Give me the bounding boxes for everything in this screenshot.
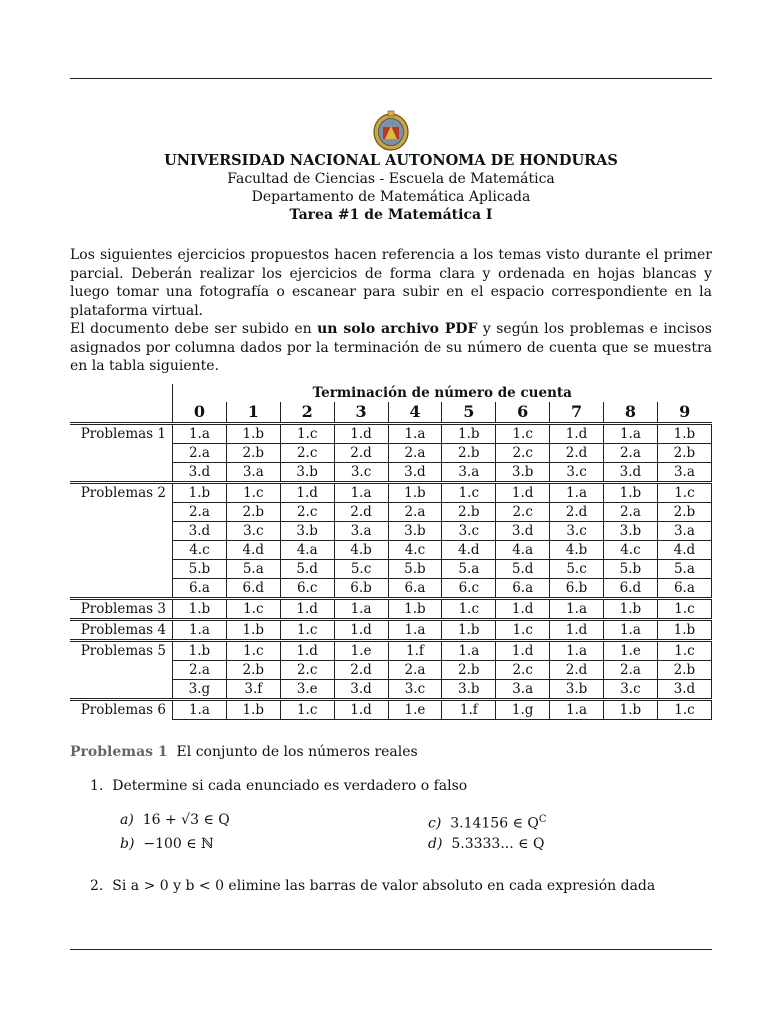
table-cell: 2.a [388, 503, 442, 522]
table-cell: 4.a [280, 541, 334, 560]
table-cell: 1.d [280, 641, 334, 661]
table-cell: 6.a [496, 579, 550, 599]
table-cell: 2.b [226, 661, 280, 680]
table-cell: 2.a [604, 444, 658, 463]
table-cell: 3.a [334, 522, 388, 541]
table-cell: 3.f [226, 680, 280, 700]
table-cell: 1.b [604, 700, 658, 720]
table-row [70, 444, 712, 463]
row-label [70, 560, 173, 579]
problem-section-heading [70, 743, 712, 761]
row-label [70, 661, 173, 680]
row-label: Problemas 6 [70, 700, 173, 720]
question-1-text: Determine si cada enunciado es verdadero o falso [112, 778, 468, 794]
table-row [70, 661, 712, 680]
table-cell: 1.d [280, 483, 334, 503]
table-cell: 1.b [226, 700, 280, 720]
table-cell: 4.b [550, 541, 604, 560]
assignment-table [70, 384, 712, 720]
table-cell: 3.c [226, 522, 280, 541]
digit-header: 8 [604, 402, 658, 424]
table-cell: 5.a [442, 560, 496, 579]
table-cell: 1.b [226, 620, 280, 641]
table-cell: 4.a [496, 541, 550, 560]
table-cell: 3.a [442, 463, 496, 483]
table-cell: 1.d [550, 424, 604, 444]
table-cell: 1.d [334, 700, 388, 720]
table-cell: 2.d [550, 503, 604, 522]
table-cell: 1.a [604, 424, 658, 444]
table-cell: 1.d [334, 424, 388, 444]
table-cell: 3.d [334, 680, 388, 700]
digit-header: 4 [388, 402, 442, 424]
table-cell: 2.a [388, 444, 442, 463]
table-cell: 6.d [226, 579, 280, 599]
table-row [70, 579, 712, 599]
sub-item-a: a) 16 + √3 ∈ Q [120, 812, 230, 828]
table-cell: 2.a [173, 444, 227, 463]
table-cell: 2.b [442, 661, 496, 680]
digit-header: 7 [550, 402, 604, 424]
table-cell: 1.b [657, 620, 711, 641]
table-cell: 1.d [496, 599, 550, 620]
document-header [70, 152, 712, 224]
table-cell: 3.c [604, 680, 658, 700]
problem-tag: Problemas 1 [70, 744, 168, 760]
faculty-name: Facultad de Ciencias - Escuela de Matemática [227, 171, 555, 187]
question-2-text: Si a > 0 y b < 0 elimine las barras de valor absoluto en cada expresión dada [112, 878, 656, 894]
table-cell: 4.c [173, 541, 227, 560]
table-cell: 3.d [604, 463, 658, 483]
row-label [70, 463, 173, 483]
table-row [70, 541, 712, 560]
table-cell: 2.a [604, 661, 658, 680]
table-cell: 3.d [388, 463, 442, 483]
table-cell: 1.d [280, 599, 334, 620]
table-cell: 2.d [334, 661, 388, 680]
table-cell: 1.a [604, 620, 658, 641]
table-cell: 1.c [280, 424, 334, 444]
table-cell: 2.d [334, 503, 388, 522]
table-cell: 3.a [657, 522, 711, 541]
table-cell: 3.c [550, 463, 604, 483]
pdf-emphasis: un solo archivo PDF [317, 321, 478, 337]
table-cell: 3.b [388, 522, 442, 541]
top-rule [70, 78, 712, 79]
bottom-rule [70, 949, 712, 950]
table-cell: 3.b [496, 463, 550, 483]
table-cell: 1.a [334, 599, 388, 620]
table-row [70, 680, 712, 700]
table-cell: 2.a [173, 661, 227, 680]
table-cell: 3.b [550, 680, 604, 700]
question-1: 1. Determine si cada enunciado es verdadero o falso [90, 778, 468, 794]
table-cell: 6.b [334, 579, 388, 599]
table-cell: 6.a [173, 579, 227, 599]
table-cell: 1.e [388, 700, 442, 720]
table-cell: 3.d [657, 680, 711, 700]
table-cell: 1.d [334, 620, 388, 641]
digit-header: 1 [226, 402, 280, 424]
table-cell: 1.c [280, 700, 334, 720]
table-cell: 1.a [173, 700, 227, 720]
table-cell: 1.d [496, 483, 550, 503]
table-row [70, 700, 712, 720]
table-cell: 1.f [388, 641, 442, 661]
table-cell: 2.c [280, 503, 334, 522]
row-label [70, 680, 173, 700]
row-label [70, 541, 173, 560]
table-cell: 1.c [496, 424, 550, 444]
table-cell: 2.b [442, 503, 496, 522]
table-cell: 1.b [226, 424, 280, 444]
table-cell: 6.c [442, 579, 496, 599]
sub-item-b: b) −100 ∈ ℕ [120, 836, 214, 852]
table-cell: 2.b [226, 444, 280, 463]
table-cell: 3.a [226, 463, 280, 483]
table-cell: 3.b [280, 522, 334, 541]
table-cell: 4.d [442, 541, 496, 560]
row-label: Problemas 4 [70, 620, 173, 641]
table-cell: 1.a [550, 700, 604, 720]
table-cell: 3.b [280, 463, 334, 483]
table-cell: 2.a [604, 503, 658, 522]
table-row [70, 560, 712, 579]
table-cell: 3.g [173, 680, 227, 700]
table-cell: 2.a [388, 661, 442, 680]
table-cell: 1.b [173, 599, 227, 620]
table-cell: 2.c [280, 661, 334, 680]
table-cell: 5.a [657, 560, 711, 579]
digits-header-row [70, 402, 712, 424]
table-cell: 1.c [226, 641, 280, 661]
digit-header: 0 [173, 402, 227, 424]
table-cell: 2.c [496, 444, 550, 463]
table-cell: 1.b [388, 599, 442, 620]
table-cell: 3.c [334, 463, 388, 483]
table-cell: 5.b [173, 560, 227, 579]
table-cell: 1.c [657, 483, 711, 503]
digit-header: 2 [280, 402, 334, 424]
table-row [70, 620, 712, 641]
table-row [70, 503, 712, 522]
table-cell: 3.a [657, 463, 711, 483]
table-cell: 1.b [604, 599, 658, 620]
table-cell: 1.c [657, 599, 711, 620]
table-cell: 2.d [550, 661, 604, 680]
digit-header: 3 [334, 402, 388, 424]
table-cell: 1.a [334, 483, 388, 503]
table-cell: 4.b [334, 541, 388, 560]
table-cell: 1.e [604, 641, 658, 661]
table-cell: 1.c [657, 641, 711, 661]
question-2: 2. Si a > 0 y b < 0 elimine las barras de valor absoluto en cada expresión dada [90, 878, 656, 894]
digit-header: 5 [442, 402, 496, 424]
table-cell: 1.a [388, 424, 442, 444]
university-name: UNIVERSIDAD NACIONAL AUTONOMA DE HONDURAS [164, 152, 618, 169]
table-cell: 1.c [226, 483, 280, 503]
table-cell: 1.f [442, 700, 496, 720]
table-row [70, 483, 712, 503]
table-cell: 3.d [496, 522, 550, 541]
row-label [70, 444, 173, 463]
table-cell: 1.b [604, 483, 658, 503]
table-cell: 1.c [657, 700, 711, 720]
table-cell: 1.c [496, 620, 550, 641]
table-cell: 2.b [657, 661, 711, 680]
sub-item-d: d) 5.3333... ∈ Q [428, 836, 545, 852]
intro-paragraph-2: El documento debe ser subido en un solo archivo PDF y según los problemas e incisos asignados por columna dados por la terminación de su número de cuenta que se muestra en la tabla siguiente. [70, 321, 712, 374]
row-label: Problemas 3 [70, 599, 173, 620]
table-cell: 3.b [604, 522, 658, 541]
table-cell: 1.a [388, 620, 442, 641]
table-cell: 1.b [173, 641, 227, 661]
table-body [70, 424, 712, 720]
table-cell: 3.c [550, 522, 604, 541]
table-cell: 5.b [388, 560, 442, 579]
table-cell: 3.e [280, 680, 334, 700]
table-cell: 2.d [334, 444, 388, 463]
table-cell: 4.c [388, 541, 442, 560]
row-label: Problemas 2 [70, 483, 173, 503]
table-cell: 5.a [226, 560, 280, 579]
table-cell: 1.b [657, 424, 711, 444]
digit-header: 6 [496, 402, 550, 424]
row-label [70, 522, 173, 541]
table-cell: 1.b [442, 620, 496, 641]
table-cell: 1.a [550, 483, 604, 503]
table-cell: 3.d [173, 463, 227, 483]
table-cell: 3.a [496, 680, 550, 700]
table-cell: 2.c [280, 444, 334, 463]
row-label [70, 579, 173, 599]
table-cell: 1.a [550, 599, 604, 620]
row-label: Problemas 1 [70, 424, 173, 444]
sub-item-c: c) 3.14156 ∈ $Q^C$ [428, 814, 547, 832]
table-cell: 2.b [657, 503, 711, 522]
table-cell: 1.b [388, 483, 442, 503]
table-cell: 5.c [334, 560, 388, 579]
problem-title: El conjunto de los números reales [176, 744, 418, 760]
table-cell: 1.c [442, 599, 496, 620]
row-label [70, 503, 173, 522]
table-cell: 1.e [334, 641, 388, 661]
table-cell: 1.d [496, 641, 550, 661]
table-cell: 3.c [442, 522, 496, 541]
table-cell: 4.d [226, 541, 280, 560]
table-cell: 2.b [226, 503, 280, 522]
table-cell: 1.d [550, 620, 604, 641]
table-cell: 6.d [604, 579, 658, 599]
intro-paragraph-1: Los siguientes ejercicios propuestos hacen referencia a los temas visto durante el primer parcial. Deberán realizar los ejercicios de forma clara y ordenada en hojas blancas y luego tomar una fotografía o escanear para subir en el espacio correspondiente en la plataforma virtual. [70, 247, 712, 319]
table-caption: Terminación de número de cuenta [312, 385, 572, 401]
assignment-title: Tarea #1 de Matemática I [289, 207, 493, 223]
table-cell: 2.b [657, 444, 711, 463]
table-cell: 5.b [604, 560, 658, 579]
table-cell: 1.a [173, 424, 227, 444]
table-cell: 5.d [496, 560, 550, 579]
table-cell: 1.a [550, 641, 604, 661]
table-cell: 1.c [226, 599, 280, 620]
table-cell: 2.d [550, 444, 604, 463]
table-cell: 5.c [550, 560, 604, 579]
intro-text [70, 246, 712, 376]
table-cell: 6.a [388, 579, 442, 599]
table-cell: 1.g [496, 700, 550, 720]
table-row [70, 424, 712, 444]
table-cell: 1.b [173, 483, 227, 503]
table-cell: 1.b [442, 424, 496, 444]
university-seal-icon [371, 108, 411, 152]
table-cell: 2.b [442, 444, 496, 463]
row-label: Problemas 5 [70, 641, 173, 661]
table-cell: 1.c [442, 483, 496, 503]
table-cell: 2.a [173, 503, 227, 522]
table-cell: 6.a [657, 579, 711, 599]
table-cell: 3.c [388, 680, 442, 700]
table-cell: 4.c [604, 541, 658, 560]
table-cell: 1.c [280, 620, 334, 641]
table-row [70, 463, 712, 483]
table-cell: 3.d [173, 522, 227, 541]
table-cell: 2.c [496, 503, 550, 522]
table-cell: 6.c [280, 579, 334, 599]
table-cell: 3.b [442, 680, 496, 700]
table-row [70, 522, 712, 541]
table-cell: 1.a [442, 641, 496, 661]
table-cell: 1.a [173, 620, 227, 641]
table-row [70, 641, 712, 661]
table-cell: 5.d [280, 560, 334, 579]
table-cell: 4.d [657, 541, 711, 560]
table-cell: 2.c [496, 661, 550, 680]
department-name: Departamento de Matemática Aplicada [251, 189, 531, 205]
table-cell: 6.b [550, 579, 604, 599]
table-row [70, 599, 712, 620]
digit-header: 9 [657, 402, 711, 424]
